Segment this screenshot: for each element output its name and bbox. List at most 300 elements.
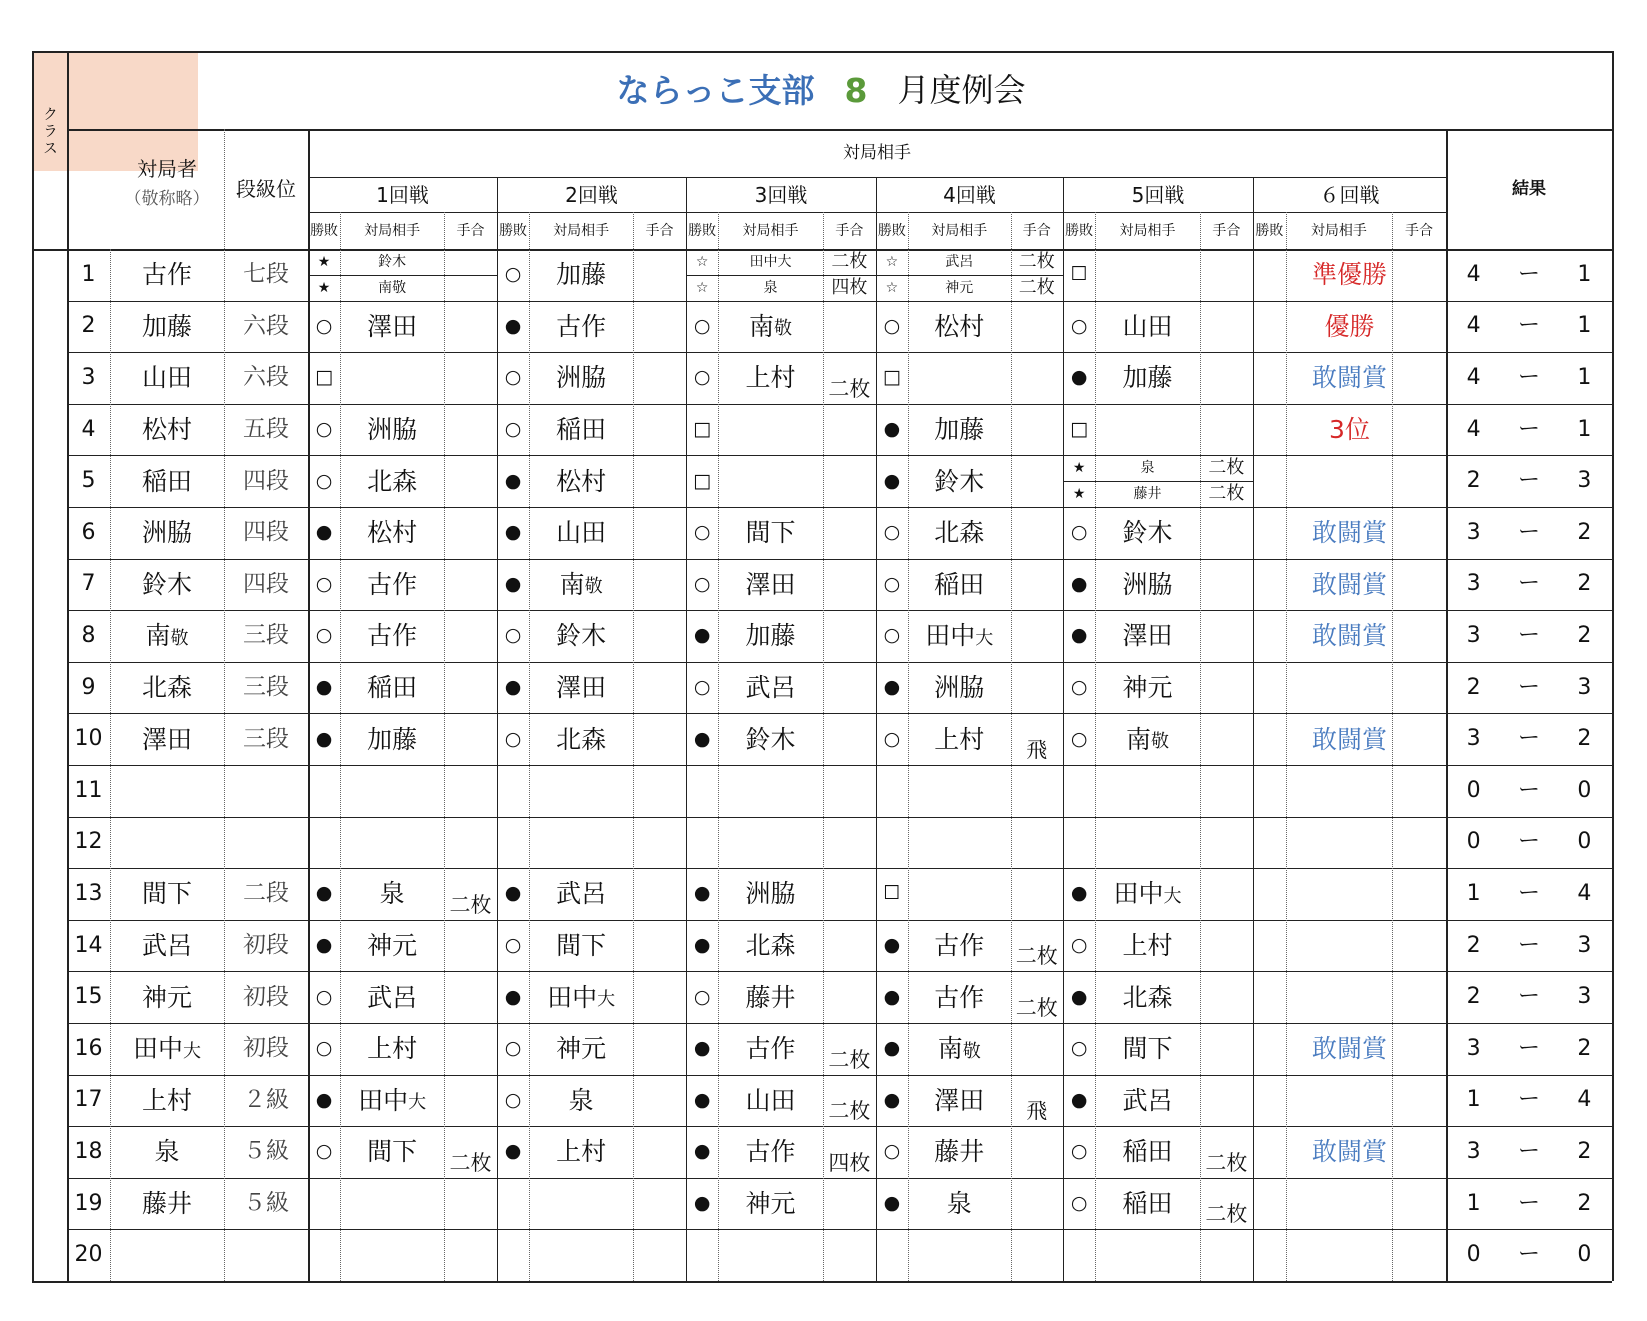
result-mark: ○	[1070, 1140, 1088, 1163]
player-name	[110, 971, 224, 1023]
round-header-3: 3回戦	[754, 182, 808, 207]
opponent-name	[908, 971, 1011, 1023]
opponent-name-main: 加藤	[745, 621, 796, 651]
row-number: 7	[81, 571, 96, 597]
title-branch: ならっこ支部	[616, 70, 815, 110]
opponent-name	[718, 971, 823, 1023]
win-count: 0	[1466, 829, 1481, 855]
opponent-name-main: 鈴木	[1122, 518, 1173, 548]
handicap	[823, 404, 876, 456]
opponent-name-main: 稲田	[1122, 1189, 1173, 1219]
opponent-name-main: 上村	[934, 724, 985, 754]
score-dash: ー	[1517, 984, 1540, 1010]
award-label: 準優勝	[1311, 260, 1387, 290]
opponent-name	[908, 301, 1011, 353]
opponent-name	[1095, 1178, 1200, 1230]
class-divider	[67, 51, 69, 1281]
loss-count: 2	[1577, 571, 1592, 597]
result-mark: ●	[883, 1192, 901, 1215]
opponent-name	[718, 1126, 823, 1178]
opponent-name	[908, 352, 1011, 404]
handicap: 二枚	[831, 250, 868, 272]
handicap	[633, 559, 686, 611]
opponent-name	[908, 507, 1011, 559]
handicap: 二枚	[449, 892, 492, 917]
win-count: 2	[1466, 932, 1481, 958]
player-name	[110, 1023, 224, 1075]
row-divider	[67, 920, 1612, 921]
player-name-main: 間下	[141, 879, 192, 909]
opponent-name	[718, 352, 823, 404]
result-mark: ☆	[695, 253, 709, 270]
result-mark: ○	[1070, 727, 1088, 750]
result-mark: ●	[883, 1088, 901, 1111]
handicap	[1200, 507, 1253, 559]
opponent-name	[1095, 610, 1200, 662]
handicap	[823, 971, 876, 1023]
player-rank: 六段	[243, 364, 289, 391]
opponent-name	[908, 1075, 1011, 1127]
opponent-name-suffix: 敬	[962, 1040, 981, 1062]
award-label: 3位	[1329, 415, 1370, 445]
opponent-name-main: 洲脇	[745, 879, 796, 909]
col-divider-mark	[718, 212, 720, 1281]
handicap	[1011, 1229, 1063, 1281]
handicap	[1011, 868, 1063, 920]
handicap: 四枚	[828, 1150, 871, 1175]
sub-header-opp-5: 対局相手	[1119, 222, 1176, 239]
handicap	[1200, 971, 1253, 1023]
award-label	[1253, 971, 1446, 1023]
opponent-name	[529, 971, 633, 1023]
result-mark: ●	[504, 314, 522, 337]
player-name	[110, 1229, 224, 1281]
result-mark: ●	[504, 572, 522, 595]
opponent-name	[718, 765, 823, 817]
opponent-name-main: 古作	[745, 1034, 796, 1064]
player-name	[110, 1126, 224, 1178]
player-rank: ５級	[243, 1190, 289, 1217]
handicap	[633, 713, 686, 765]
award-label: 敢闘賞	[1311, 363, 1387, 393]
opponent-name-main: 泉	[379, 879, 405, 909]
opponent-name	[340, 817, 444, 869]
opponent-name-main: 神元	[745, 1189, 796, 1219]
opponent-name-main: 北森	[367, 466, 418, 496]
result-mark: ●	[1070, 572, 1088, 595]
win-count: 3	[1466, 1138, 1481, 1164]
handicap: 二枚	[1208, 457, 1245, 479]
handicap	[633, 1023, 686, 1075]
result-mark: ○	[1070, 314, 1088, 337]
result-mark: ○	[1070, 1192, 1088, 1215]
handicap	[444, 1075, 497, 1127]
opponent-name	[718, 404, 823, 456]
opponent-name-main: 鈴木	[934, 466, 985, 496]
win-count: 4	[1466, 364, 1481, 390]
player-rank	[224, 765, 308, 817]
col-divider-round-3	[686, 177, 687, 1281]
opponent-name	[529, 1023, 633, 1075]
handicap	[633, 507, 686, 559]
loss-count: 2	[1577, 1190, 1592, 1216]
row-divider	[67, 868, 1612, 869]
opponent-name-main: 北森	[556, 724, 607, 754]
opponent-name	[529, 610, 633, 662]
opponent-name-main: 加藤	[367, 724, 418, 754]
score-dash: ー	[1517, 777, 1540, 803]
loss-count: 3	[1577, 674, 1592, 700]
opponent-name	[1095, 249, 1200, 301]
handicap	[444, 1023, 497, 1075]
player-header: 対局者	[137, 157, 197, 181]
col-divider-hand	[1200, 212, 1202, 1281]
player-name-main: 藤井	[141, 1189, 192, 1219]
handicap	[823, 765, 876, 817]
row-divider	[67, 455, 1612, 456]
handicap	[444, 1178, 497, 1230]
handicap: 二枚	[1015, 995, 1058, 1020]
loss-count: 2	[1577, 1138, 1592, 1164]
opponent-name	[908, 610, 1011, 662]
opponent-name	[1095, 559, 1200, 611]
result-mark: ●	[883, 934, 901, 957]
handicap	[633, 920, 686, 972]
opponent-name	[1095, 1023, 1200, 1075]
result-mark: ○	[504, 418, 522, 441]
loss-count: 0	[1577, 829, 1592, 855]
opponent-name	[529, 352, 633, 404]
result-mark: ●	[883, 418, 901, 441]
loss-count: 2	[1577, 519, 1592, 545]
opponent-name	[340, 455, 444, 507]
opponent-name	[340, 1229, 444, 1281]
result-mark: ●	[315, 1088, 333, 1111]
opponent-name	[718, 662, 823, 714]
sub-header-wl-1: 勝敗	[310, 222, 339, 239]
opponent-name-main: 神元	[556, 1034, 607, 1064]
handicap	[1011, 507, 1063, 559]
opponent-name-main: 泉	[568, 1085, 594, 1115]
handicap	[633, 404, 686, 456]
handicap	[1200, 868, 1253, 920]
result-mark: ●	[693, 1192, 711, 1215]
result-mark: ●	[1070, 882, 1088, 905]
opponent-name-suffix: 大	[597, 989, 616, 1011]
result-mark	[1063, 817, 1095, 869]
opponent-name-main: 洲脇	[556, 363, 607, 393]
opponent-name-main: 武呂	[367, 982, 418, 1012]
player-rank	[224, 1229, 308, 1281]
opponent-name	[1095, 404, 1200, 456]
result-mark: ○	[315, 624, 333, 647]
award-label	[1253, 868, 1446, 920]
result-mark: ●	[315, 934, 333, 957]
result-mark: ●	[883, 1037, 901, 1060]
handicap	[444, 507, 497, 559]
award-label: 敢闘賞	[1311, 518, 1387, 548]
opponent-name	[908, 1126, 1011, 1178]
score-dash: ー	[1517, 1190, 1540, 1216]
result-mark: ●	[883, 985, 901, 1008]
sub-header-divider	[308, 212, 1446, 213]
handicap	[1011, 662, 1063, 714]
opponent-name-main: 古作	[745, 1137, 796, 1167]
result-header: 結果	[1512, 178, 1546, 199]
col-divider-mark	[340, 212, 342, 1281]
sub-header-wl-6: 勝敗	[1255, 222, 1284, 239]
result-mark	[308, 765, 340, 817]
opponent-name	[340, 301, 444, 353]
opponent-name-main: 稲田	[367, 673, 418, 703]
col-divider-hand	[444, 212, 446, 1281]
opponent-name-main: 神元	[1122, 673, 1173, 703]
loss-count: 4	[1577, 880, 1592, 906]
opponent-name	[340, 868, 444, 920]
opponent-name	[908, 1178, 1011, 1230]
col-divider-result	[1446, 129, 1448, 1281]
col-divider-hand	[633, 212, 635, 1281]
score-dash: ー	[1517, 880, 1540, 906]
player-name-main: 洲脇	[141, 518, 192, 548]
handicap: 二枚	[1205, 1150, 1248, 1175]
sub-header-opp-6: 対局相手	[1310, 222, 1367, 239]
result-mark: ○	[883, 727, 901, 750]
opponent-name-main: 田中	[925, 621, 976, 651]
handicap	[823, 1178, 876, 1230]
opponent-name	[529, 507, 633, 559]
handicap	[1011, 1023, 1063, 1075]
opponent-name	[718, 610, 823, 662]
handicap	[633, 455, 686, 507]
player-name	[110, 920, 224, 972]
result-mark: ●	[693, 882, 711, 905]
result-mark: ●	[883, 676, 901, 699]
handicap	[1200, 817, 1253, 869]
score-dash: ー	[1517, 571, 1540, 597]
result-mark: □	[693, 469, 712, 492]
opponent-name	[529, 455, 633, 507]
opponent-name-main: 澤田	[745, 569, 796, 599]
handicap	[1200, 713, 1253, 765]
handicap	[1200, 765, 1253, 817]
row-number: 12	[74, 829, 103, 855]
sub-header-hand-1: 手合	[456, 222, 485, 239]
win-count: 1	[1466, 1190, 1481, 1216]
player-rank: 七段	[243, 261, 289, 288]
player-rank: 四段	[243, 467, 289, 494]
award-label	[1253, 1075, 1446, 1127]
result-mark: ●	[504, 882, 522, 905]
score-dash: ー	[1517, 364, 1540, 390]
opponent-name	[529, 817, 633, 869]
result-mark: ●	[693, 934, 711, 957]
handicap	[444, 352, 497, 404]
loss-count: 2	[1577, 726, 1592, 752]
result-mark: ○	[315, 314, 333, 337]
handicap: 飛	[1026, 1099, 1048, 1124]
result-mark: ○	[504, 1037, 522, 1060]
row-number: 14	[74, 932, 103, 958]
opponent-name	[908, 713, 1011, 765]
result-mark: ●	[504, 676, 522, 699]
tournament-sheet	[32, 51, 1612, 1281]
opponent-name	[908, 765, 1011, 817]
handicap	[823, 610, 876, 662]
opponent-name-main: 北森	[745, 931, 796, 961]
result-mark: ○	[504, 727, 522, 750]
handicap	[1011, 817, 1063, 869]
row-divider	[67, 507, 1612, 508]
handicap	[444, 971, 497, 1023]
handicap	[444, 559, 497, 611]
result-mark: ○	[693, 572, 711, 595]
result-mark: ●	[1070, 366, 1088, 389]
result-mark: ○	[693, 314, 711, 337]
player-name-main: 田中	[132, 1034, 183, 1064]
handicap: 二枚	[828, 376, 871, 401]
award-label	[1253, 765, 1446, 817]
opponent-name: 泉	[1140, 460, 1155, 477]
opponent-name-main: 間下	[556, 931, 607, 961]
player-name-main: 神元	[141, 982, 192, 1012]
player-name	[110, 455, 224, 507]
row-divider	[67, 301, 1612, 302]
win-count: 3	[1466, 726, 1481, 752]
award-label	[1253, 920, 1446, 972]
handicap	[633, 249, 686, 301]
handicap	[823, 662, 876, 714]
handicap	[633, 1229, 686, 1281]
result-mark: □	[1070, 418, 1089, 441]
score-dash: ー	[1517, 261, 1540, 287]
win-count: 2	[1466, 984, 1481, 1010]
player-rank: 三段	[243, 622, 289, 649]
handicap	[1011, 352, 1063, 404]
opponent-name	[529, 868, 633, 920]
opponent-name: 神元	[945, 279, 974, 296]
player-name	[110, 868, 224, 920]
opponent-name-suffix: 敬	[774, 318, 793, 340]
player-name	[110, 301, 224, 353]
player-rank: 六段	[243, 312, 289, 339]
win-count: 0	[1466, 777, 1481, 803]
round-header-6: ６回戦	[1319, 182, 1380, 207]
result-mark	[686, 817, 718, 869]
opponent-name	[340, 559, 444, 611]
rank-header: 段級位	[236, 177, 296, 201]
result-mark: ○	[504, 263, 522, 286]
opponent-name-main: 北森	[934, 518, 985, 548]
handicap	[633, 1126, 686, 1178]
opponent-name	[529, 765, 633, 817]
opponent-name-main: 神元	[367, 931, 418, 961]
opponent-name	[908, 559, 1011, 611]
opponent-name-main: 山田	[745, 1085, 796, 1115]
player-name-main: 武呂	[141, 931, 192, 961]
result-mark: □	[693, 418, 712, 441]
handicap	[633, 971, 686, 1023]
score-dash: ー	[1517, 1138, 1540, 1164]
opponent-name-main: 田中	[1113, 879, 1164, 909]
opponent-name-main: 鈴木	[745, 724, 796, 754]
sub-header-hand-5: 手合	[1212, 222, 1241, 239]
page-title	[70, 51, 1572, 129]
result-mark: ○	[883, 314, 901, 337]
sub-header-wl-5: 勝敗	[1065, 222, 1094, 239]
sub-header-opp-3: 対局相手	[742, 222, 799, 239]
player-name-main: 稲田	[141, 466, 192, 496]
result-mark: ○	[883, 572, 901, 595]
opponent-name-main: 北森	[1122, 982, 1173, 1012]
opponent-name-main: 武呂	[556, 879, 607, 909]
opponent-name	[1095, 971, 1200, 1023]
loss-count: 3	[1577, 468, 1592, 494]
player-name-main: 松村	[141, 415, 192, 445]
score-dash: ー	[1517, 468, 1540, 494]
opponent-name-main: 松村	[556, 466, 607, 496]
player-note: （敬称略）	[124, 188, 210, 209]
result-mark	[497, 1178, 529, 1230]
handicap: 二枚	[1208, 483, 1245, 505]
result-mark	[497, 765, 529, 817]
result-mark: ●	[315, 882, 333, 905]
result-mark: ●	[693, 727, 711, 750]
score-dash: ー	[1517, 726, 1540, 752]
opponent-name-main: 古作	[367, 621, 418, 651]
result-mark: ○	[693, 366, 711, 389]
opponent-name: 田中大	[749, 253, 792, 270]
title-month: 8	[844, 70, 868, 110]
handicap: 四枚	[831, 276, 868, 298]
player-rank: 初段	[243, 932, 289, 959]
handicap	[1200, 920, 1253, 972]
award-label	[1253, 455, 1446, 507]
handicap	[633, 610, 686, 662]
loss-count: 1	[1577, 313, 1592, 339]
sub-header-hand-2: 手合	[645, 222, 674, 239]
result-mark: ○	[504, 624, 522, 647]
handicap	[823, 559, 876, 611]
opponent-name	[529, 1075, 633, 1127]
player-rank: ５級	[243, 1138, 289, 1165]
sub-header-opp-1: 対局相手	[364, 222, 421, 239]
handicap	[823, 1229, 876, 1281]
opponent-name	[908, 455, 1011, 507]
result-mark: ☆	[885, 253, 899, 270]
sub-header-wl-4: 勝敗	[877, 222, 906, 239]
loss-count: 2	[1577, 622, 1592, 648]
opponent-name	[1095, 662, 1200, 714]
sub-header-wl-3: 勝敗	[688, 222, 717, 239]
opponent-name: 南敬	[378, 279, 407, 296]
row-number: 9	[81, 674, 96, 700]
col-divider-mark	[1286, 212, 1288, 1281]
award-label	[1253, 662, 1446, 714]
split-divider	[308, 275, 497, 276]
win-count: 2	[1466, 674, 1481, 700]
score-dash: ー	[1517, 1035, 1540, 1061]
row-number: 17	[74, 1087, 103, 1113]
opponent-name	[529, 249, 633, 301]
opponent-name	[1095, 713, 1200, 765]
result-mark: ○	[1070, 934, 1088, 957]
opponent-name	[908, 662, 1011, 714]
handicap	[444, 817, 497, 869]
sub-header-opp-4: 対局相手	[931, 222, 988, 239]
handicap	[1200, 1229, 1253, 1281]
result-mark: ●	[1070, 1088, 1088, 1111]
